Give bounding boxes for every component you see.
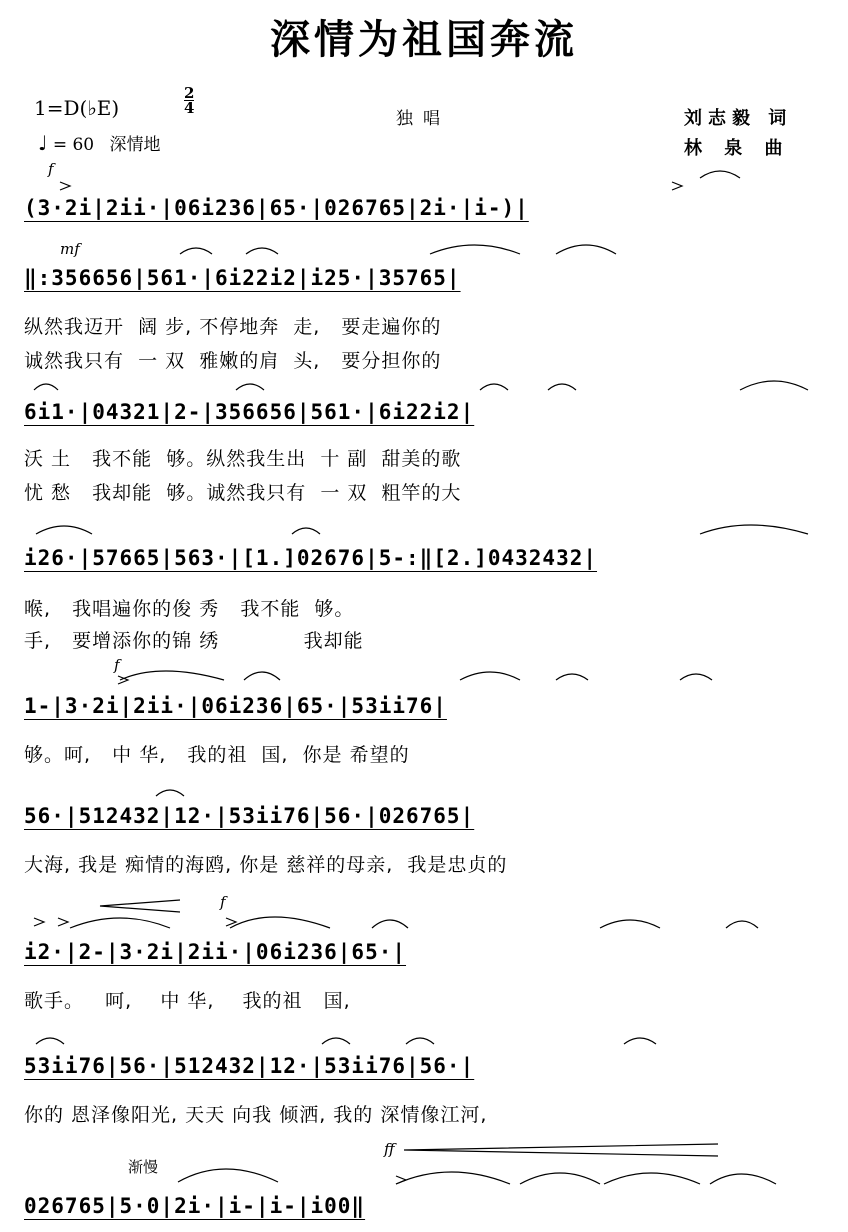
tempo-value: = 60	[52, 135, 95, 155]
crescendo-hairpin	[100, 900, 180, 912]
slur	[120, 671, 224, 680]
notation-line: 1-|3·2i|2ii·|06i236|65·|53ii76|	[24, 694, 447, 718]
accent-mark	[34, 918, 44, 926]
slur	[396, 1172, 510, 1184]
slur	[624, 1038, 656, 1044]
slur	[36, 526, 92, 534]
notation-line: i2·|2-|3·2i|2ii·|06i236|65·|	[24, 940, 407, 964]
notation-line: 53ii76|56·|512432|12·|53ii76|56·|	[24, 1054, 475, 1078]
slur	[700, 171, 740, 178]
slur	[460, 672, 520, 680]
tempo-change-slower: 渐慢	[128, 1158, 159, 1176]
accent-mark	[60, 182, 70, 190]
slur	[178, 1169, 278, 1182]
notation-line: 026765|5·0|2i·|i-|i-|i00‖	[24, 1194, 366, 1218]
slur	[556, 674, 588, 680]
slur	[726, 921, 758, 928]
slur	[246, 248, 278, 254]
slur	[34, 384, 58, 390]
slur	[180, 248, 212, 254]
lyric-line: 歌手。 呵, 中 华, 我的祖 国,	[24, 990, 351, 1012]
lyric-line: 你的 恩泽像阳光, 天天 向我 倾洒, 我的 深情像江河,	[24, 1104, 488, 1126]
slur	[292, 528, 320, 534]
slur	[70, 918, 170, 928]
slur	[600, 920, 660, 928]
lyric-line: 沃 土 我不能 够。纵然我生出 十 副 甜美的歌	[24, 448, 462, 470]
slur	[372, 920, 408, 928]
accent-mark	[672, 182, 682, 190]
notation-line: i26·|57665|563·|[1.]02676|5-:‖[2.]0432432|	[24, 546, 598, 570]
crescendo-hairpin	[404, 1144, 718, 1156]
lyric-line: 够。呵, 中 华, 我的祖 国, 你是 希望的	[24, 744, 410, 766]
dynamic-forte: f	[220, 893, 226, 911]
slur	[556, 245, 616, 254]
slur	[740, 381, 808, 390]
slur	[36, 1038, 64, 1044]
time-signature-bottom: 4	[184, 99, 195, 117]
slur	[322, 1038, 350, 1044]
dynamic-forte: f	[114, 656, 120, 674]
performance-type: 独唱	[396, 109, 450, 129]
notation-line: 6i1·|04321|2-|356656|561·|6i22i2|	[24, 400, 475, 424]
slur	[156, 790, 184, 796]
accent-mark	[58, 918, 68, 926]
slur	[604, 1173, 700, 1184]
slur	[480, 384, 508, 390]
dynamic-mezzo-forte: mf	[60, 240, 80, 258]
lyric-line: 喉, 我唱遍你的俊 秀 我不能 够。	[24, 598, 355, 620]
lyric-line: 忧 愁 我却能 够。诚然我只有 一 双 粗竿的大	[24, 482, 462, 504]
time-signature-top: 2	[184, 84, 195, 102]
slur	[700, 525, 808, 534]
slur	[406, 1038, 434, 1044]
lyric-line: 纵然我迈开 阔 步, 不停地奔 走, 要走遍你的	[24, 316, 442, 338]
notation-line: 56·|512432|12·|53ii76|56·|026765|	[24, 804, 475, 828]
song-title: 深情为祖国奔流	[270, 16, 578, 63]
accent-mark	[396, 1176, 406, 1184]
slur	[548, 384, 576, 390]
slur	[430, 245, 520, 254]
lyric-line: 大海, 我是 痴情的海鸥, 你是 慈祥的母亲, 我是忠贞的	[24, 854, 508, 876]
notation-line: ‖:356656|561·|6i22i2|i25·|35765|	[24, 266, 461, 290]
notation-line: (3·2i|2ii·|06i236|65·|026765|2i·|i-)|	[24, 196, 529, 220]
slur	[230, 917, 330, 928]
lyricist-credit: 刘志毅 词	[684, 108, 793, 129]
tempo-expression: 深情地	[109, 135, 161, 155]
dynamic-forte: f	[48, 160, 54, 178]
accent-mark	[226, 918, 236, 926]
composer-credit: 林 泉 曲	[684, 138, 791, 159]
slur	[710, 1174, 776, 1184]
dynamic-fortissimo: ff	[384, 1140, 395, 1158]
lyric-line: 诚然我只有 一 双 雅嫩的肩 头, 要分担你的	[24, 350, 442, 372]
slur	[520, 1173, 600, 1184]
key-signature: 1=D(♭E)	[34, 96, 120, 120]
slur	[680, 674, 712, 680]
lyric-line: 手, 要增添你的锦 绣 我却能	[24, 630, 364, 652]
slur	[244, 672, 280, 680]
quarter-note-icon: ♩	[38, 131, 48, 155]
slur	[236, 384, 264, 390]
